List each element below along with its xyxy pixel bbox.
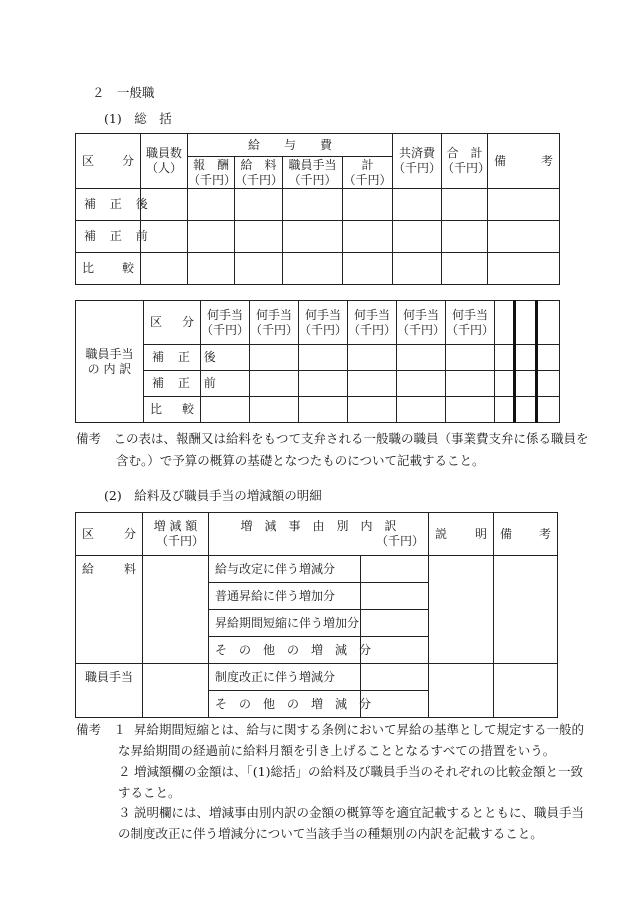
cell[interactable] [348,371,397,397]
cell[interactable] [393,189,442,221]
cell[interactable] [446,345,495,371]
allowance-col: 何手当 （千円） [446,301,495,345]
allowance-col: 何手当 （千円） [397,301,446,345]
cell[interactable] [488,189,560,221]
section-heading: ２ 一般職 [92,85,155,100]
cell [515,301,537,345]
cell[interactable] [429,664,494,718]
row-label: 補 正 前 [76,221,141,253]
cell[interactable] [348,345,397,371]
cell[interactable] [343,189,393,221]
cell[interactable] [361,610,429,637]
cell[interactable] [515,397,537,423]
amount-header: 増 減 額 （千円） [143,513,209,556]
note-1-line-2: 含む。）で予算の概算の基礎となつたものについて記載すること。 [116,453,485,468]
row-label: 補 正 後 [144,345,201,371]
note-2-1-num: 備考 １ [76,722,127,737]
table-row [76,253,560,285]
cell[interactable] [235,253,283,285]
reason-item: そ の 他 の 増 減 分 [209,691,361,718]
note-2-3-num: ３ [118,805,131,820]
cell[interactable] [283,189,343,221]
cell[interactable] [488,221,560,253]
cell[interactable] [143,556,209,664]
staff-header: 職員数 （人） [141,134,188,189]
cell[interactable] [361,664,429,691]
cell[interactable] [299,345,348,371]
cell[interactable] [442,221,488,253]
cell[interactable] [343,253,393,285]
note-2-2-num: ２ [118,764,131,779]
cell[interactable] [348,397,397,423]
kubun-header: 区 分 [76,134,141,189]
cell[interactable] [495,397,515,423]
cell[interactable] [494,556,558,664]
row-label: 比 較 [76,253,141,285]
reason-header: 増 減 事 由 別 内 訳 （千円） [209,513,429,556]
cell[interactable] [397,397,446,423]
table-row [76,345,560,371]
cell[interactable] [361,583,429,610]
cell[interactable] [299,397,348,423]
cell[interactable] [537,371,560,397]
biko-header: 備 考 [488,134,560,189]
note-2-1-line-2: な昇給期間の経過前に給料月額を引き上げることとなるすべての措置をいう。 [118,743,556,758]
col-teate: 職員手当 （千円） [283,157,343,189]
cell[interactable] [235,221,283,253]
note-2-2-line-1: 増減額欄の金額は、「(1)総括」の給料及び職員手当のそれぞれの比較金額と一致 [134,764,583,779]
note-2-1-line-1: 昇給期間短縮とは、給与に関する条例において昇給の基準として規定する一般的 [134,722,585,737]
row-label: 補 正 前 [144,371,201,397]
section-1-title: (1) 総 括 [104,111,172,126]
cell[interactable] [393,253,442,285]
note-1-line-1: 備考 この表は、報酬又は給料をもつて支弁される一般職の職員（事業費支弁に係る職員を [76,431,589,446]
col-kyuryo: 給 料 （千円） [235,157,284,187]
cell[interactable] [442,253,488,285]
salary-group-header: 給 与 費 [188,134,393,157]
cell[interactable] [250,345,299,371]
note-2-3-line-2: の制度改正に伴う増減分について当該手当の種類別の内訳を記載すること。 [118,826,543,841]
allowance-col: 何手当 （千円） [201,301,250,345]
summary-table [75,133,560,285]
table-row [76,397,560,423]
col-hoshu: 報 酬 （千円） [188,157,237,187]
reason-item: 制度改正に伴う増減分 [209,664,361,691]
cell[interactable] [494,664,558,718]
allowance-breakdown-table [75,300,560,423]
table-row [76,189,560,221]
cell[interactable] [361,556,429,583]
cell[interactable] [141,253,188,285]
table-row [76,221,560,253]
cell[interactable] [429,556,494,664]
kyuryo-label: 給 料 [76,556,143,664]
col-kei: 計 （千円） [343,157,392,187]
cell[interactable] [143,664,209,718]
cell[interactable] [495,345,515,371]
cell [495,301,515,345]
gokei-header: 合 計 （千円） [442,134,488,189]
cell[interactable] [250,397,299,423]
allowance-side-label: 職員手当 の 内 訳 [76,301,144,423]
cell[interactable] [446,397,495,423]
allowance-col: 何手当 （千円） [299,301,348,345]
cell[interactable] [537,397,560,423]
reason-item: 普通昇給に伴う増加分 [209,583,361,610]
allowance-col: 何手当 （千円） [250,301,299,345]
table-row [76,371,560,397]
note-2-2-line-2: すること。 [118,785,181,800]
cell[interactable] [235,189,283,221]
cell[interactable] [397,371,446,397]
reason-item: そ の 他 の 増 減 分 [209,637,361,664]
cell[interactable] [201,397,250,423]
cell[interactable] [397,345,446,371]
cell[interactable] [188,189,235,221]
cell[interactable] [188,221,235,253]
allowance-col: 何手当 （千円） [348,301,397,345]
section-2-title: (2) 給料及び職員手当の増減額の明細 [104,488,322,503]
row-label: 補 正 後 [76,189,141,221]
cell[interactable] [299,371,348,397]
cell[interactable] [283,221,343,253]
biko-header: 備 考 [494,513,558,556]
cell[interactable] [537,345,560,371]
reason-item: 昇給期間短縮に伴う増加分 [209,610,361,637]
reason-item: 給与改定に伴う増減分 [209,556,361,583]
setsumei-header: 説 明 [429,513,494,556]
cell[interactable] [188,253,235,285]
cell[interactable] [515,345,537,371]
change-detail-table [75,512,558,718]
kubun-header: 区 分 [76,513,143,556]
kyosai-header: 共済費 （千円） [393,134,442,189]
cell[interactable] [515,371,537,397]
note-2-3-line-1: 説明欄には、増減事由別内訳の金額の概算等を適宜記載するとともに、職員手当 [134,805,585,820]
cell[interactable] [393,221,442,253]
cell[interactable] [488,253,560,285]
teate-label: 職員手当 [76,664,143,718]
cell[interactable] [250,371,299,397]
row-label: 比 較 [144,397,201,423]
cell[interactable] [343,221,393,253]
kubun-header: 区 分 [144,301,201,345]
cell[interactable] [442,189,488,221]
cell[interactable] [495,371,515,397]
cell[interactable] [446,371,495,397]
cell[interactable] [283,253,343,285]
cell [537,301,560,345]
